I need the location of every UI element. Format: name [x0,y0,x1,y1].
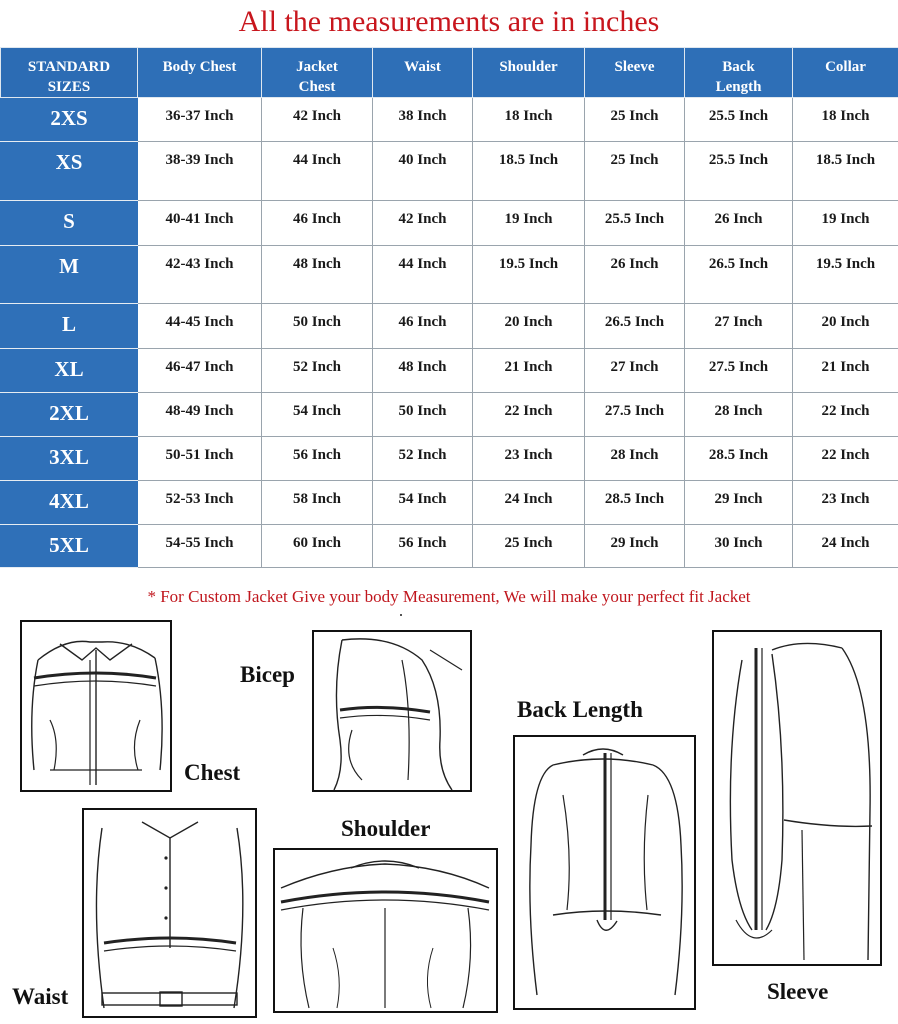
back-length-illustration [513,735,696,1010]
table-row [1,246,898,304]
table-row [1,437,898,481]
measurement-cell: 18 Inch [473,98,585,142]
measurement-cell: 25 Inch [585,142,685,201]
stray-dot [400,614,402,616]
measurement-cell: 54 Inch [262,393,373,437]
column-header [262,48,373,98]
measurement-cell: 25.5 Inch [585,201,685,246]
measurement-cell: 30 Inch [685,525,793,568]
measurement-cell: 20 Inch [793,304,898,349]
bicep-label: Bicep [240,662,295,687]
size-label: 2XS [1,98,138,142]
measurement-cell: 20 Inch [473,304,585,349]
measurement-cell: 23 Inch [793,481,898,525]
column-header [138,48,262,98]
measurement-cell: 50 Inch [262,304,373,349]
measurement-cell: 21 Inch [473,349,585,393]
measurement-cell: 27.5 Inch [685,349,793,393]
measurement-cell: 42-43 Inch [138,246,262,304]
size-label: 2XL [1,393,138,437]
bicep-illustration [312,630,472,792]
measurement-cell: 25.5 Inch [685,142,793,201]
measurement-cell: 23 Inch [473,437,585,481]
size-label: 5XL [1,525,138,568]
measurement-cell: 56 Inch [373,525,473,568]
size-label: 4XL [1,481,138,525]
size-chart-table [0,47,898,568]
size-label: 3XL [1,437,138,481]
measurement-cell: 25 Inch [585,98,685,142]
measurement-cell: 60 Inch [262,525,373,568]
column-header-line: Back [722,59,755,75]
measurement-cell: 19.5 Inch [473,246,585,304]
column-header-line: Sleeve [614,59,655,75]
size-label: L [1,304,138,349]
waist-label: Waist [12,984,69,1009]
waist-illustration [82,808,257,1018]
measurement-cell: 24 Inch [473,481,585,525]
measurement-cell: 58 Inch [262,481,373,525]
shoulder-label: Shoulder [341,816,431,841]
measurement-cell: 28 Inch [685,393,793,437]
sleeve-illustration [712,630,882,966]
table-row [1,142,898,201]
size-label: S [1,201,138,246]
measurement-cell: 44 Inch [373,246,473,304]
measurement-cell: 52 Inch [373,437,473,481]
measurement-cell: 29 Inch [685,481,793,525]
measurement-cell: 38-39 Inch [138,142,262,201]
measurement-cell: 50 Inch [373,393,473,437]
chest-illustration [20,620,172,792]
measurement-cell: 48-49 Inch [138,393,262,437]
measurement-cell: 21 Inch [793,349,898,393]
measurement-cell: 27 Inch [585,349,685,393]
measurement-cell: 19 Inch [473,201,585,246]
column-header [585,48,685,98]
measurement-cell: 24 Inch [793,525,898,568]
measurement-cell: 26 Inch [685,201,793,246]
column-header-line: Chest [298,79,336,95]
measurement-cell: 18.5 Inch [473,142,585,201]
size-label: XL [1,349,138,393]
measurement-cell: 46-47 Inch [138,349,262,393]
measurement-cell: 48 Inch [373,349,473,393]
measurement-cell: 44 Inch [262,142,373,201]
measurement-cell: 42 Inch [262,98,373,142]
measurement-cell: 40 Inch [373,142,473,201]
measurement-cell: 48 Inch [262,246,373,304]
table-row [1,304,898,349]
column-header [473,48,585,98]
column-header-line: Waist [404,59,441,75]
measurement-cell: 29 Inch [585,525,685,568]
column-header [685,48,793,98]
measurement-cell: 28 Inch [585,437,685,481]
measurement-cell: 46 Inch [262,201,373,246]
measurement-cell: 38 Inch [373,98,473,142]
measurement-cell: 40-41 Inch [138,201,262,246]
measurement-cell: 25 Inch [473,525,585,568]
measurement-cell: 26.5 Inch [685,246,793,304]
measurement-cell: 22 Inch [793,393,898,437]
table-body [1,98,898,568]
measurement-cell: 52 Inch [262,349,373,393]
column-header [793,48,898,98]
measurement-cell: 18.5 Inch [793,142,898,201]
measurement-cell: 19 Inch [793,201,898,246]
measurement-cell: 27.5 Inch [585,393,685,437]
page-title: All the measurements are in inches [238,5,660,38]
table-row [1,349,898,393]
measurement-cell: 54-55 Inch [138,525,262,568]
column-header-line: SIZES [47,79,91,95]
measurement-cell: 56 Inch [262,437,373,481]
measurement-cell: 25.5 Inch [685,98,793,142]
custom-jacket-note: * For Custom Jacket Give your body Measurement, We will make your perfect fit Jacket [147,587,751,606]
measurement-cell: 46 Inch [373,304,473,349]
measurement-cell: 42 Inch [373,201,473,246]
column-header [373,48,473,98]
size-label: XS [1,142,138,201]
measurement-cell: 22 Inch [473,393,585,437]
measurement-cell: 27 Inch [685,304,793,349]
measurement-cell: 26 Inch [585,246,685,304]
measurement-cell: 52-53 Inch [138,481,262,525]
column-header-line: Collar [825,59,866,75]
measurement-cell: 19.5 Inch [793,246,898,304]
table-row [1,98,898,142]
table-header-row [1,48,898,98]
column-header-line: Length [715,79,762,95]
sleeve-label: Sleeve [767,979,829,1004]
size-label: M [1,246,138,304]
measurement-cell: 44-45 Inch [138,304,262,349]
column-header-line: Shoulder [499,59,558,75]
measurement-cell: 28.5 Inch [685,437,793,481]
shoulder-illustration [273,848,498,1013]
column-header-line: Jacket [296,59,338,75]
column-header [1,48,138,98]
measurement-cell: 22 Inch [793,437,898,481]
column-header-line: Body Chest [162,59,237,75]
table-row [1,201,898,246]
table-row [1,525,898,568]
measurement-cell: 28.5 Inch [585,481,685,525]
measurement-cell: 18 Inch [793,98,898,142]
chest-label: Chest [184,760,241,785]
table-row [1,393,898,437]
back-length-label: Back Length [517,697,643,722]
measurement-cell: 54 Inch [373,481,473,525]
column-header-line: STANDARD [27,59,111,75]
measurement-cell: 36-37 Inch [138,98,262,142]
measurement-cell: 50-51 Inch [138,437,262,481]
table-row [1,481,898,525]
measurement-cell: 26.5 Inch [585,304,685,349]
